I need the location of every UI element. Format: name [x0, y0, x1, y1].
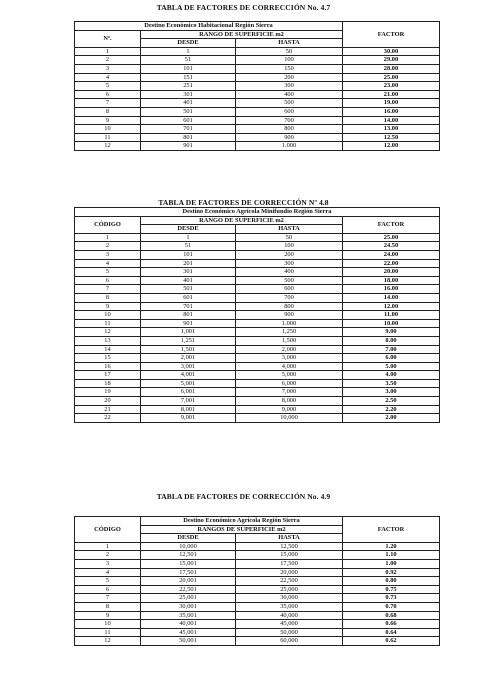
- correction-table-4-7: [74, 21, 440, 151]
- table-row: [75, 585, 440, 594]
- table-row: [75, 73, 440, 82]
- range-to: 50: [236, 47, 343, 56]
- correction-table-4-9: [74, 516, 440, 646]
- table-row: [75, 577, 440, 586]
- row-code: 19: [75, 388, 141, 397]
- row-code: 6: [75, 276, 141, 285]
- factor-value: 1.10: [343, 551, 440, 560]
- row-code: 3: [75, 64, 141, 73]
- hasta-header: HASTA: [236, 534, 343, 543]
- range-to: 10,000: [236, 414, 343, 423]
- range-from: 50,001: [141, 637, 236, 646]
- factor-value: 28.00: [343, 64, 440, 73]
- row-code: 9: [75, 116, 141, 125]
- row-code: 7: [75, 285, 141, 294]
- factor-value: 1.20: [343, 542, 440, 551]
- table-row: [75, 542, 440, 551]
- desde-header: DESDE: [141, 534, 236, 543]
- range-to: 400: [236, 90, 343, 99]
- factor-value: 0.62: [343, 637, 440, 646]
- range-from: 7,001: [141, 397, 236, 406]
- range-from: 301: [141, 268, 236, 277]
- factor-value: 6.00: [343, 354, 440, 363]
- range-from: 701: [141, 125, 236, 134]
- factor-value: 20.00: [343, 268, 440, 277]
- row-code: 12: [75, 142, 141, 151]
- factor-value: 0.75: [343, 585, 440, 594]
- table-row: [75, 602, 440, 611]
- row-code: 21: [75, 405, 141, 414]
- row-code: 2: [75, 56, 141, 65]
- row-code: 17: [75, 371, 141, 380]
- table-row: [75, 405, 440, 414]
- row-code: 5: [75, 82, 141, 91]
- range-to: 2,000: [236, 345, 343, 354]
- range-from: 9,001: [141, 414, 236, 423]
- table-row: [75, 142, 440, 151]
- range-to: 3,000: [236, 354, 343, 363]
- table-row: [75, 354, 440, 363]
- row-code: 12: [75, 328, 141, 337]
- factor-value: 16.00: [343, 285, 440, 294]
- range-from: 4,001: [141, 371, 236, 380]
- row-code: 20: [75, 397, 141, 406]
- range-to: 50,000: [236, 628, 343, 637]
- range-from: 3,001: [141, 362, 236, 371]
- range-from: 1: [141, 47, 236, 56]
- factor-value: 1.00: [343, 559, 440, 568]
- range-from: 251: [141, 82, 236, 91]
- range-from: 201: [141, 259, 236, 268]
- row-code: 9: [75, 611, 141, 620]
- row-code: 15: [75, 354, 141, 363]
- range-from: 10,000: [141, 542, 236, 551]
- table-row: [75, 311, 440, 320]
- table-row: [75, 133, 440, 142]
- table-row: [75, 116, 440, 125]
- table-row: [75, 388, 440, 397]
- range-from: 151: [141, 73, 236, 82]
- row-code: 2: [75, 242, 141, 251]
- table-row: [75, 56, 440, 65]
- table-row: [75, 319, 440, 328]
- factor-value: 2.20: [343, 405, 440, 414]
- row-code: 1: [75, 233, 141, 242]
- range-from: 25,001: [141, 594, 236, 603]
- factor-header: FACTOR: [343, 517, 440, 543]
- table-row: [75, 379, 440, 388]
- range-to: 6,000: [236, 379, 343, 388]
- range-to: 200: [236, 73, 343, 82]
- range-to: 45,000: [236, 620, 343, 629]
- factor-header: FACTOR: [343, 22, 440, 48]
- row-code: 5: [75, 268, 141, 277]
- range-from: 601: [141, 293, 236, 302]
- range-header: RANGOS DE SUPERFICIE m2: [141, 525, 343, 534]
- range-to: 400: [236, 268, 343, 277]
- table-row: [75, 99, 440, 108]
- row-code: 13: [75, 336, 141, 345]
- table-row: [75, 82, 440, 91]
- row-code: 8: [75, 602, 141, 611]
- factor-value: 22.00: [343, 259, 440, 268]
- range-to: 1,250: [236, 328, 343, 337]
- factor-value: 29.00: [343, 56, 440, 65]
- row-code: 5: [75, 577, 141, 586]
- range-from: 51: [141, 242, 236, 251]
- range-from: 2,001: [141, 354, 236, 363]
- factor-value: 12.00: [343, 302, 440, 311]
- range-to: 300: [236, 82, 343, 91]
- range-from: 301: [141, 90, 236, 99]
- range-to: 60,000: [236, 637, 343, 646]
- factor-value: 23.00: [343, 82, 440, 91]
- range-from: 20,001: [141, 577, 236, 586]
- range-from: 17,501: [141, 568, 236, 577]
- range-header: RANGO DE SUPERFICIE m2: [141, 30, 343, 39]
- table-row: [75, 345, 440, 354]
- range-from: 101: [141, 250, 236, 259]
- factor-value: 0.64: [343, 628, 440, 637]
- row-code: 1: [75, 542, 141, 551]
- range-from: 401: [141, 99, 236, 108]
- range-to: 22,500: [236, 577, 343, 586]
- range-to: 500: [236, 99, 343, 108]
- table-row: [75, 328, 440, 337]
- table-row: [75, 568, 440, 577]
- range-to: 5,000: [236, 371, 343, 380]
- table-row: [75, 259, 440, 268]
- factor-value: 25.00: [343, 233, 440, 242]
- row-code: 3: [75, 250, 141, 259]
- range-from: 30,001: [141, 602, 236, 611]
- desde-header: DESDE: [141, 225, 236, 234]
- range-to: 500: [236, 276, 343, 285]
- factor-value: 9.00: [343, 328, 440, 337]
- factor-value: 3.50: [343, 379, 440, 388]
- factor-value: 0.70: [343, 602, 440, 611]
- factor-value: 0.66: [343, 620, 440, 629]
- range-to: 300: [236, 259, 343, 268]
- range-to: 9,000: [236, 405, 343, 414]
- table-row: [75, 47, 440, 56]
- factor-value: 8.00: [343, 336, 440, 345]
- table-row: [75, 233, 440, 242]
- range-from: 501: [141, 107, 236, 116]
- row-code: 4: [75, 73, 141, 82]
- number-header: Nº.: [75, 30, 141, 47]
- range-from: 801: [141, 311, 236, 320]
- range-to: 25,000: [236, 585, 343, 594]
- range-to: 600: [236, 285, 343, 294]
- table-row: [75, 302, 440, 311]
- table-row: [75, 628, 440, 637]
- range-from: 1: [141, 233, 236, 242]
- table-title-4-8: TABLA DE FACTORES DE CORRECCIÓN Nº 4.8: [158, 198, 329, 207]
- row-code: 1: [75, 47, 141, 56]
- range-to: 30,000: [236, 594, 343, 603]
- range-from: 8,001: [141, 405, 236, 414]
- table-row: [75, 90, 440, 99]
- correction-table-4-8: [74, 207, 440, 423]
- row-code: 16: [75, 362, 141, 371]
- row-code: 6: [75, 90, 141, 99]
- table-row: [75, 620, 440, 629]
- range-from: 6,001: [141, 388, 236, 397]
- factor-value: 10.00: [343, 319, 440, 328]
- range-to: 15,000: [236, 551, 343, 560]
- factor-value: 4.00: [343, 371, 440, 380]
- table-row: [75, 107, 440, 116]
- range-from: 51: [141, 56, 236, 65]
- range-to: 8,000: [236, 397, 343, 406]
- desde-header: DESDE: [141, 39, 236, 48]
- range-from: 45,001: [141, 628, 236, 637]
- range-to: 7,000: [236, 388, 343, 397]
- range-from: 601: [141, 116, 236, 125]
- range-to: 150: [236, 64, 343, 73]
- range-from: 1,251: [141, 336, 236, 345]
- row-code: 10: [75, 311, 141, 320]
- hasta-header: HASTA: [236, 225, 343, 234]
- table-row: [75, 637, 440, 646]
- range-to: 50: [236, 233, 343, 242]
- range-to: 12,500: [236, 542, 343, 551]
- range-to: 1.000: [236, 319, 343, 328]
- row-code: 3: [75, 559, 141, 568]
- row-code: 8: [75, 293, 141, 302]
- factor-value: 16.00: [343, 107, 440, 116]
- range-to: 800: [236, 302, 343, 311]
- range-to: 600: [236, 107, 343, 116]
- row-code: 6: [75, 585, 141, 594]
- factor-value: 11.00: [343, 311, 440, 320]
- row-code: 22: [75, 414, 141, 423]
- row-code: 4: [75, 259, 141, 268]
- factor-value: 25.00: [343, 73, 440, 82]
- range-to: 700: [236, 116, 343, 125]
- table-row: [75, 268, 440, 277]
- range-from: 901: [141, 142, 236, 151]
- factor-value: 12.50: [343, 133, 440, 142]
- range-from: 101: [141, 64, 236, 73]
- factor-value: 30.00: [343, 47, 440, 56]
- factor-value: 12.00: [343, 142, 440, 151]
- table-row: [75, 64, 440, 73]
- factor-value: 0.92: [343, 568, 440, 577]
- row-code: 11: [75, 628, 141, 637]
- factor-value: 0.73: [343, 594, 440, 603]
- range-from: 801: [141, 133, 236, 142]
- factor-value: 7.00: [343, 345, 440, 354]
- range-from: 1,501: [141, 345, 236, 354]
- table-subtitle: Destino Económico Agrícola Minifundio Región Sierra: [75, 208, 440, 217]
- row-code: 4: [75, 568, 141, 577]
- hasta-header: HASTA: [236, 39, 343, 48]
- factor-value: 0.80: [343, 577, 440, 586]
- range-from: 701: [141, 302, 236, 311]
- row-code: 18: [75, 379, 141, 388]
- row-code: 7: [75, 594, 141, 603]
- table-row: [75, 594, 440, 603]
- range-from: 35,001: [141, 611, 236, 620]
- range-to: 17,500: [236, 559, 343, 568]
- range-to: 35,000: [236, 602, 343, 611]
- table-row: [75, 371, 440, 380]
- table-row: [75, 559, 440, 568]
- range-to: 900: [236, 133, 343, 142]
- table-row: [75, 285, 440, 294]
- range-to: 100: [236, 242, 343, 251]
- range-to: 1,500: [236, 336, 343, 345]
- factor-value: 2.50: [343, 397, 440, 406]
- row-code: 10: [75, 125, 141, 134]
- table-subtitle: Destino Económico Agrícola Región Sierra: [141, 517, 343, 526]
- factor-value: 24.50: [343, 242, 440, 251]
- factor-value: 5.00: [343, 362, 440, 371]
- range-from: 22,501: [141, 585, 236, 594]
- factor-value: 24.00: [343, 250, 440, 259]
- row-code: 10: [75, 620, 141, 629]
- row-code: 14: [75, 345, 141, 354]
- table-row: [75, 276, 440, 285]
- row-code: 7: [75, 99, 141, 108]
- code-header: CÓDIGO: [75, 216, 141, 233]
- factor-value: 0.68: [343, 611, 440, 620]
- range-to: 200: [236, 250, 343, 259]
- range-from: 40,001: [141, 620, 236, 629]
- range-to: 4,000: [236, 362, 343, 371]
- table-title-4-7: TABLA DE FACTORES DE CORRECCIÓN No. 4.7: [156, 3, 331, 12]
- table-row: [75, 125, 440, 134]
- table-row: [75, 397, 440, 406]
- table-row: [75, 250, 440, 259]
- row-code: 11: [75, 319, 141, 328]
- range-to: 1.000: [236, 142, 343, 151]
- factor-header: FACTOR: [343, 216, 440, 233]
- factor-value: 3.00: [343, 388, 440, 397]
- range-from: 1,001: [141, 328, 236, 337]
- table-row: [75, 551, 440, 560]
- range-to: 20,000: [236, 568, 343, 577]
- row-code: 11: [75, 133, 141, 142]
- code-header: CÓDIGO: [75, 517, 141, 543]
- range-header: RANGO DE SUPERFICIE m2: [141, 216, 343, 225]
- range-from: 901: [141, 319, 236, 328]
- range-from: 501: [141, 285, 236, 294]
- table-subtitle: Destino Económico Habitacional Región Sierra: [75, 22, 343, 31]
- factor-value: 14.00: [343, 116, 440, 125]
- row-code: 8: [75, 107, 141, 116]
- factor-value: 18.00: [343, 276, 440, 285]
- range-from: 5,001: [141, 379, 236, 388]
- range-to: 700: [236, 293, 343, 302]
- row-code: 2: [75, 551, 141, 560]
- factor-value: 14.00: [343, 293, 440, 302]
- table-row: [75, 362, 440, 371]
- factor-value: 19.00: [343, 99, 440, 108]
- range-to: 800: [236, 125, 343, 134]
- table-title-4-9: TABLA DE FACTORES DE CORRECCIÓN No. 4.9: [156, 492, 331, 501]
- range-from: 12,501: [141, 551, 236, 560]
- row-code: 12: [75, 637, 141, 646]
- range-to: 40,000: [236, 611, 343, 620]
- factor-value: 13.00: [343, 125, 440, 134]
- range-to: 900: [236, 311, 343, 320]
- factor-value: 2.00: [343, 414, 440, 423]
- factor-value: 21.00: [343, 90, 440, 99]
- range-from: 15,001: [141, 559, 236, 568]
- table-row: [75, 414, 440, 423]
- table-row: [75, 293, 440, 302]
- table-row: [75, 242, 440, 251]
- table-row: [75, 336, 440, 345]
- row-code: 9: [75, 302, 141, 311]
- table-row: [75, 611, 440, 620]
- range-from: 401: [141, 276, 236, 285]
- range-to: 100: [236, 56, 343, 65]
